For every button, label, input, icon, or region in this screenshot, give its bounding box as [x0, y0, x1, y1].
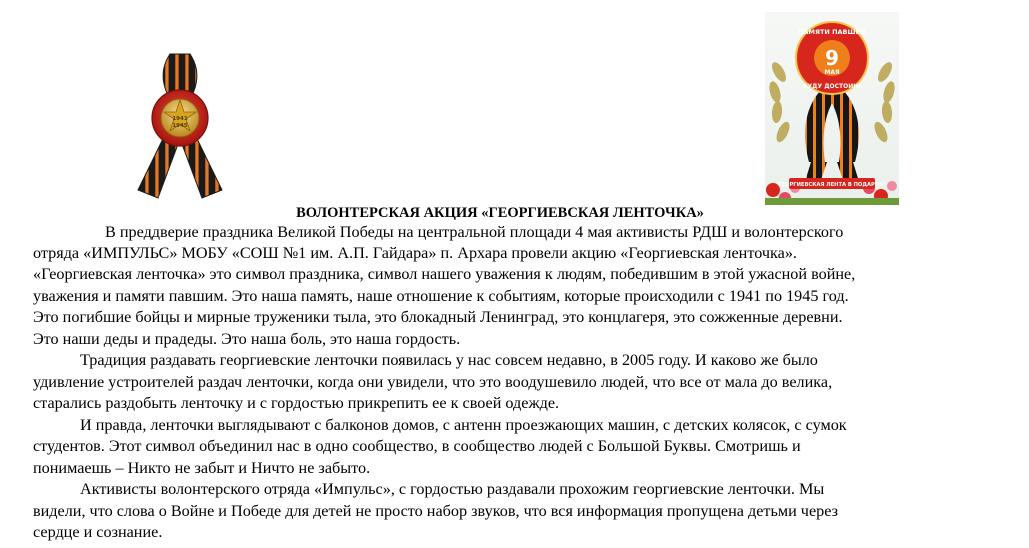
paragraph-line: Это погибшие бойцы и мирные труженики тыла, это блокадный Ленинград, это концлагеря, это сожженные деревни.: [33, 308, 843, 326]
badge-arc-text-side: БУДУ ДОСТОИН!: [802, 83, 862, 90]
paragraph-line: видели, что слова о Войне и Победе для детей не просто набор звуков, что вся информация пропущена детьми через: [33, 502, 839, 520]
paragraph-line: Активисты волонтерского отряда «Импульс», с гордостью раздавали прохожим георгиевские ленточки. Мы: [80, 480, 825, 498]
paragraph-line: Это наши деды и прадеды. Это наша боль, это наша гордость.: [33, 330, 461, 348]
poster-banner-text: ГЕОРГИЕВСКАЯ ЛЕНТА В ПОДАРОК!: [778, 182, 886, 188]
paragraph-line: отряда «ИМПУЛЬС» МОБУ «СОШ №1 им. А.П. Гайдара» п. Архара провели акцию «Георгиевская ленточка».: [33, 244, 797, 262]
medal-year-top: 1941: [172, 116, 188, 122]
paragraph-line: уважения и памяти павшим. Это наша память, наше отношение к событиям, которые происходили с 1941 по 1945 год.: [33, 287, 849, 305]
paragraph-line: И правда, ленточки выглядывают с балконов домов, с антенн проезжающих машин, с детских колясок, с сумок: [80, 416, 847, 434]
paragraph-line: удивление устроителей раздач ленточки, когда они увидели, что это воодушевило людей, что все от мала до велика,: [33, 373, 833, 391]
paragraph-line: Традиция раздавать георгиевские ленточки появилась у нас совсем недавно, в 2005 году. И каково же было: [80, 351, 818, 369]
paragraph-line: понимаешь – Никто не забыт и Ничто не забыто.: [33, 459, 371, 477]
paragraph-line: В преддверие праздника Великой Победы на центральной площади 4 мая активисты РДШ и волонтерского: [105, 223, 844, 241]
st-george-ribbon-icon: [132, 50, 228, 202]
badge-number: 9: [825, 46, 839, 70]
paragraph-line: старались раздобыть ленточку и с гордостью прикрепить ее к своей одежде.: [33, 394, 560, 412]
paragraph-line: студентов. Этот символ объединил нас в одно сообщество, в сообщество людей с Большой Буквы. Смотришь и: [33, 437, 801, 455]
paragraph-line: «Георгиевская ленточка» это символ праздника, символ нашего уважения к людям, победившим в этой ужасной войне,: [33, 265, 856, 283]
badge-word: МАЯ: [824, 69, 840, 76]
document-title: ВОЛОНТЕРСКАЯ АКЦИЯ «ГЕОРГИЕВСКАЯ ЛЕНТОЧКА»: [296, 205, 704, 221]
badge-arc-text-top: ПАМЯТИ ПАВШИХ: [798, 28, 866, 36]
paragraph-line: сердце и сознание.: [33, 523, 163, 541]
ribbon-medal-image: [132, 50, 228, 202]
victory-day-poster-icon: [765, 12, 899, 205]
medal-year-bottom: 1945: [172, 123, 188, 129]
victory-day-poster-image: [765, 12, 899, 205]
